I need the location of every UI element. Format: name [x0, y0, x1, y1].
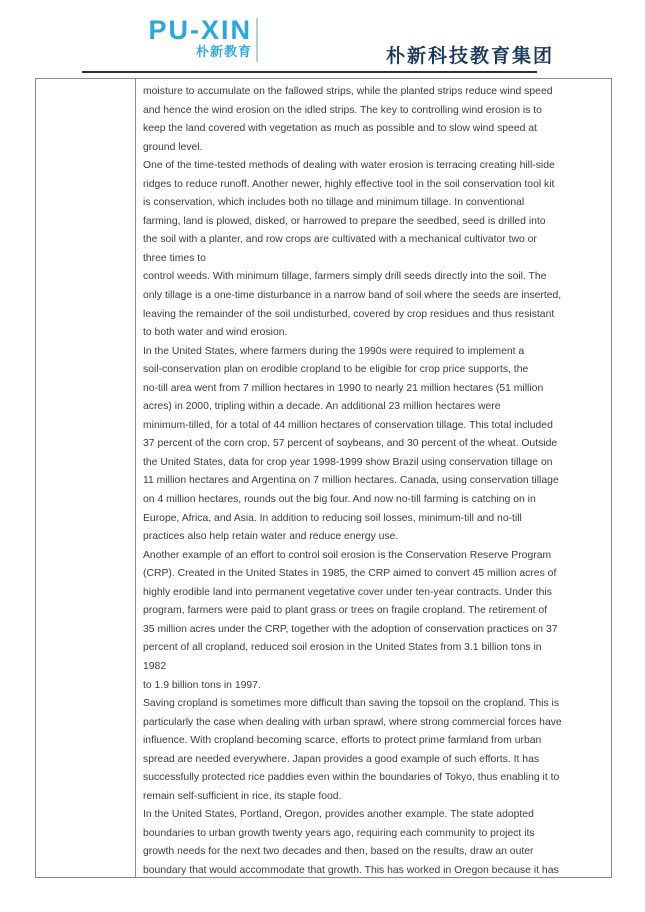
text-line: leaving the remainder of the soil undisturbed, covered by crop residues and thus resistant: [143, 308, 555, 320]
text-line: In the United States, where farmers during the 1990s were required to implement a: [143, 345, 525, 357]
puxin-logo: [112, 16, 252, 64]
paragraph: [143, 695, 611, 806]
page-header: [0, 0, 645, 78]
text-line: is conservation, which includes both no tillage and minimum tillage. In conventional: [143, 197, 525, 209]
text-line: farming, land is plowed, disked, or harrowed to prepare the seedbed, seed is drilled into: [143, 215, 546, 227]
logo-divider: [256, 18, 258, 62]
text-line: no-till area went from 7 million hectares in 1990 to nearly 21 million hectares (51 million: [143, 382, 544, 394]
paragraph: [143, 343, 611, 547]
text-line: (CRP). Created in the United States in 1985, the CRP aimed to convert 45 million acres of: [143, 568, 557, 580]
text-line: acres) in 2000, tripling within a decade. An additional 23 million hectares were: [143, 401, 501, 413]
text-line: boundaries to urban growth twenty years ago, requiring each community to project its: [143, 827, 535, 839]
text-line: control weeds. With minimum tillage, farmers simply drill seeds directly into the soil. The: [143, 271, 547, 283]
text-line: moisture to accumulate on the fallowed strips, while the planted strips reduce wind speed: [143, 86, 553, 97]
text-line: Another example of an effort to control soil erosion is the Conservation Reserve Program: [143, 549, 552, 561]
text-line: minimum-tilled, for a total of 44 million hectares of conservation tillage. This total included: [143, 419, 553, 431]
paragraph: [143, 157, 611, 268]
text-line: to both water and wind erosion.: [143, 327, 288, 339]
document-text: [136, 79, 611, 877]
text-line: and hence the wind erosion on the idled strips. The key to controlling wind erosion is to: [143, 104, 542, 116]
paragraph: [143, 83, 611, 157]
paragraph: [143, 268, 611, 342]
text-line: on 4 million hectares, rounds out the big four. And now no-till farming is catching on in: [143, 494, 536, 506]
text-line: soil-conservation plan on erodible cropland to be eligible for crop price supports, the: [143, 364, 529, 376]
text-line: only tillage is a one-time disturbance in a narrow band of soil where the seeds are inserted,: [143, 290, 562, 302]
text-line: Saving cropland is sometimes more difficult than saving the topsoil on the cropland. This is: [143, 698, 560, 710]
text-line: percent of all cropland, reduced soil erosion in the United States from 3.1 billion tons in: [143, 642, 542, 654]
text-line: growth needs for the next two decades and then, based on the results, draw an outer: [143, 846, 534, 858]
text-line: influence. With cropland becoming scarce, efforts to protect prime farmland from urban: [143, 735, 542, 747]
text-line: the United States, data for crop year 1998-1999 show Brazil using conservation tillage on: [143, 456, 553, 468]
text-line: One of the time-tested methods of dealing with water erosion is terracing creating hill-side: [143, 160, 555, 172]
company-title: 朴新科技教育集团: [386, 46, 555, 67]
empty-left-cell: [36, 79, 136, 877]
header-rule: [82, 71, 537, 73]
text-line: boundary that would accommodate that growth. This has worked in Oregon because it has: [143, 864, 559, 876]
logo-wordmark: PU-XIN: [148, 15, 252, 45]
text-line: In the United States, Portland, Oregon, provides another example. The state adopted: [143, 809, 534, 821]
text-line: ridges to reduce runoff. Another newer, highly effective tool in the soil conservation tool kit: [143, 178, 555, 190]
text-line: practices also help retain water and reduce energy use.: [143, 531, 399, 543]
text-line: remain self-sufficient in rice, its staple food.: [143, 790, 342, 802]
text-line: ground level.: [143, 141, 203, 153]
text-line: spread are needed everywhere. Japan provides a good example of such efforts. It has: [143, 753, 540, 765]
text-line: 11 million hectares and Argentina on 7 million hectares. Canada, using conservation tillage: [143, 475, 559, 487]
text-line: highly erodible land into permanent vegetative cover under ten-year contracts. Under this: [143, 586, 552, 598]
text-line: program, farmers were paid to plant grass or trees on fragile cropland. The retirement of: [143, 605, 548, 617]
text-line: successfully protected rice paddies even within the boundaries of Tokyo, thus enabling it to: [143, 772, 560, 784]
logo-chinese-name: 朴新教育: [195, 44, 252, 59]
paragraph: [143, 806, 611, 877]
text-line: the soil with a planter, and row crops are cultivated with a mechanical cultivator two or: [143, 234, 537, 246]
text-line: particularly the case when dealing with urban sprawl, where strong commercial forces have: [143, 716, 562, 728]
text-line: 37 percent of the corn crop, 57 percent of soybeans, and 30 percent of the wheat. Outside: [143, 438, 558, 450]
text-line: 1982: [143, 660, 167, 672]
text-line: keep the land covered with vegetation as much as possible and to slow wind speed at: [143, 123, 537, 135]
text-line: to 1.9 billion tons in 1997.: [143, 679, 261, 691]
text-line: three times to: [143, 252, 206, 264]
text-line: 35 million acres under the CRP, together with the adoption of conservation practices on 37: [143, 623, 558, 635]
paragraph: [143, 547, 611, 677]
paragraph: [143, 677, 611, 696]
text-line: Europe, Africa, and Asia. In addition to reducing soil losses, minimum-till and no-till: [143, 512, 522, 524]
content-table: [35, 78, 612, 878]
